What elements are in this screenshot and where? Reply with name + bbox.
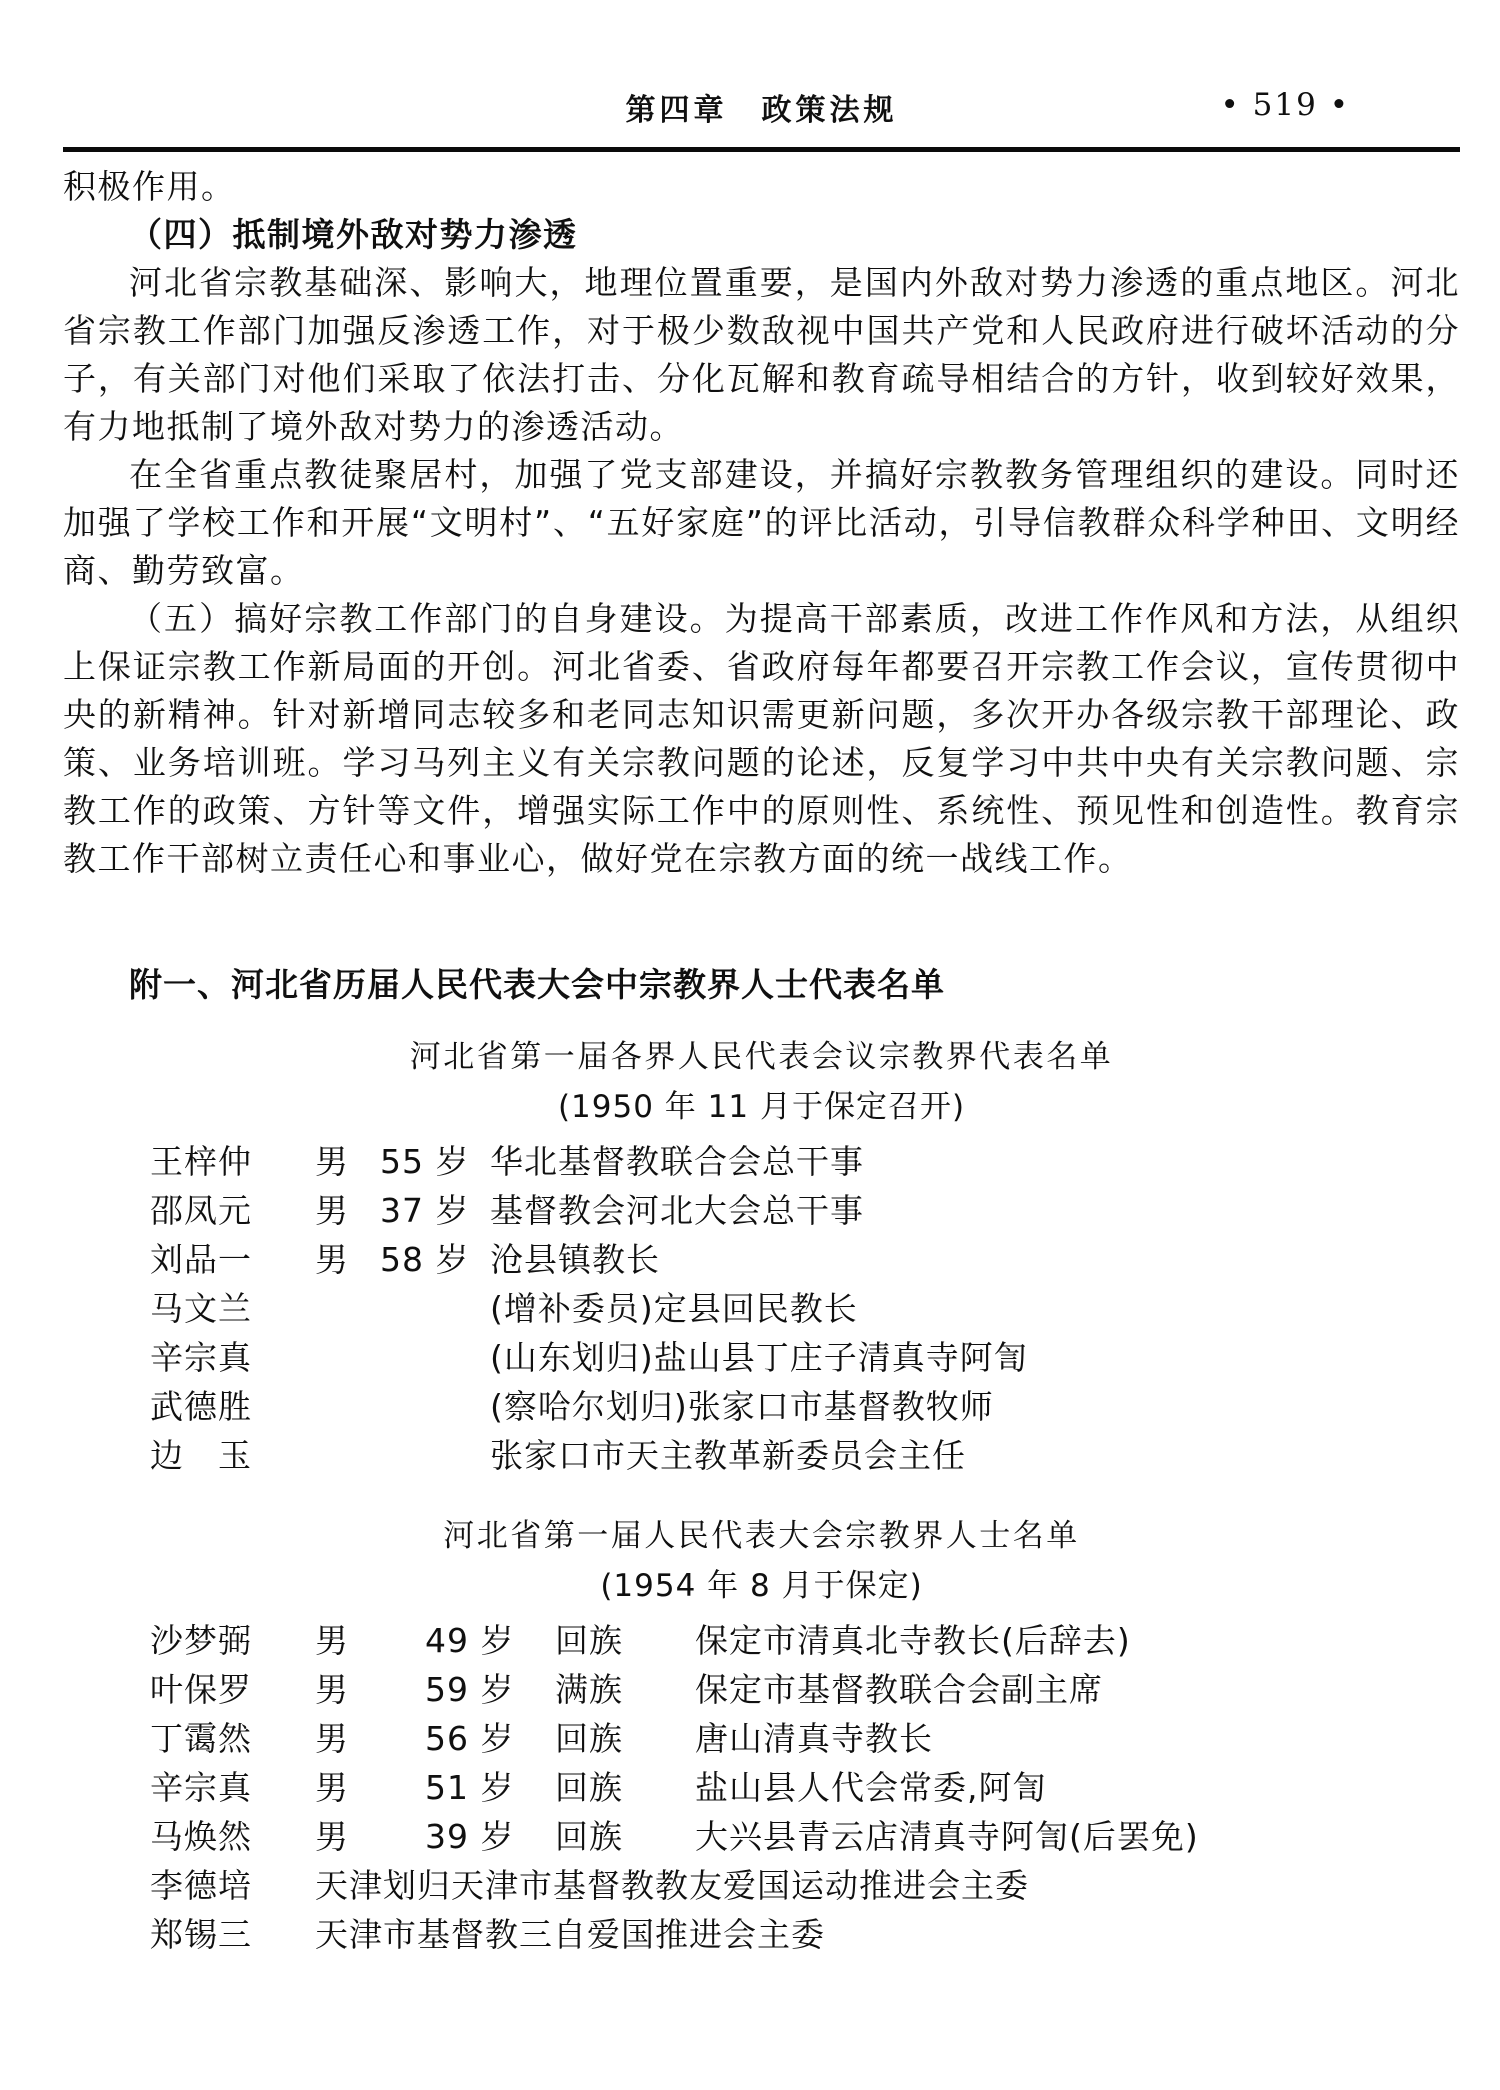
chapter-title: 第四章 政策法规 — [625, 93, 898, 128]
delegate-title-desc: 保定市基督教联合会副主席 — [695, 1670, 1103, 1709]
delegate-gender: 男 — [315, 1817, 349, 1856]
delegate-row — [150, 1859, 1460, 1908]
delegate-age: 51 岁 — [425, 1768, 515, 1807]
attachment-title: 附一、河北省历届人民代表大会中宗教界人士代表名单 — [129, 965, 945, 1004]
delegate-row — [150, 1282, 1460, 1331]
subheading-four: （四）抵制境外敌对势力渗透 — [129, 215, 578, 254]
delegate-name: 沙梦弼 — [150, 1621, 252, 1660]
delegate-gender: 男 — [315, 1621, 349, 1660]
delegate-title-desc: 唐山清真寺教长 — [695, 1719, 933, 1758]
carryover-paragraph: 积极作用。 — [63, 167, 236, 206]
delegate-gender: 男 — [315, 1191, 349, 1230]
delegate-row — [150, 1663, 1460, 1712]
delegate-ethnicity: 回族 — [555, 1817, 623, 1856]
delegate-age: 39 岁 — [425, 1817, 515, 1856]
delegate-name: 辛宗真 — [150, 1338, 252, 1377]
section2-title: 河北省第一届人民代表大会宗教界人士名单 — [443, 1518, 1080, 1554]
delegate-name: 辛宗真 — [150, 1768, 252, 1807]
delegate-title-desc: 天津划归天津市基督教教友爱国运动推进会主委 — [315, 1866, 1029, 1905]
header-rule — [63, 147, 1460, 152]
delegate-name: 马焕然 — [150, 1817, 252, 1856]
delegate-title-desc: 保定市清真北寺教长(后辞去) — [695, 1621, 1131, 1660]
delegate-row — [150, 1331, 1460, 1380]
delegate-title-desc: (增补委员)定县回民教长 — [490, 1289, 858, 1328]
delegate-name: 丁霭然 — [150, 1719, 252, 1758]
delegate-row — [150, 1761, 1460, 1810]
delegate-name: 李德培 — [150, 1866, 252, 1905]
delegate-list-1954 — [150, 1614, 1460, 1957]
delegate-title-desc: 张家口市天主教革新委员会主任 — [490, 1436, 966, 1475]
body-text — [63, 163, 1460, 883]
delegate-age: 56 岁 — [425, 1719, 515, 1758]
delegate-name: 叶保罗 — [150, 1670, 252, 1709]
delegate-name: 边 玉 — [150, 1436, 252, 1475]
delegate-gender: 男 — [315, 1719, 349, 1758]
section1-date: (1950 年 11 月于保定召开) — [557, 1089, 966, 1125]
delegate-ethnicity: 回族 — [555, 1621, 623, 1660]
page-header — [63, 85, 1460, 127]
delegate-gender: 男 — [315, 1670, 349, 1709]
delegate-age: 58 岁 — [380, 1240, 470, 1279]
delegate-title-desc: (山东划归)盐山县丁庄子清真寺阿訇 — [490, 1338, 1028, 1377]
delegate-name: 武德胜 — [150, 1387, 252, 1426]
delegate-name: 刘品一 — [150, 1240, 252, 1279]
delegate-title-desc: 沧县镇教长 — [490, 1240, 660, 1279]
delegate-gender: 男 — [315, 1240, 349, 1279]
delegate-row — [150, 1614, 1460, 1663]
delegate-title-desc: 天津市基督教三自爱国推进会主委 — [315, 1915, 825, 1954]
delegate-title-desc: 盐山县人代会常委,阿訇 — [695, 1768, 1047, 1807]
delegate-row — [150, 1380, 1460, 1429]
page-number: • 519 • — [1220, 87, 1350, 123]
delegate-title-desc: 华北基督教联合会总干事 — [490, 1142, 864, 1181]
delegate-list-1950 — [150, 1135, 1460, 1478]
delegate-age: 55 岁 — [380, 1142, 470, 1181]
delegate-gender: 男 — [315, 1768, 349, 1807]
delegate-row — [150, 1184, 1460, 1233]
section1-title: 河北省第一届各界人民代表会议宗教界代表名单 — [409, 1039, 1114, 1075]
delegate-age: 49 岁 — [425, 1621, 515, 1660]
delegate-title-desc: 大兴县青云店清真寺阿訇(后罢免) — [695, 1817, 1199, 1856]
delegate-ethnicity: 回族 — [555, 1768, 623, 1807]
delegate-row — [150, 1712, 1460, 1761]
section2-date: (1954 年 8 月于保定) — [600, 1568, 923, 1604]
paragraph-villages: 在全省重点教徒聚居村，加强了党支部建设，并搞好宗教教务管理组织的建设。同时还加强了学校工作和开展“文明村”、“五好家庭”的评比活动，引导信教群众科学种田、文明经商、勤劳致富。 — [63, 455, 1460, 590]
delegate-title-desc: (察哈尔划归)张家口市基督教牧师 — [490, 1387, 994, 1426]
delegate-row — [150, 1908, 1460, 1957]
delegate-name: 马文兰 — [150, 1289, 252, 1328]
delegate-name: 郑锡三 — [150, 1915, 252, 1954]
paragraph-infiltration: 河北省宗教基础深、影响大，地理位置重要，是国内外敌对势力渗透的重点地区。河北省宗教工作部门加强反渗透工作，对于极少数敌视中国共产党和人民政府进行破坏活动的分子，有关部门对他们采取了依法打击、分化瓦解和教育疏导相结合的方针，收到较好效果，有力地抵制了境外敌对势力的渗透活动。 — [63, 263, 1460, 446]
delegate-name: 邵凤元 — [150, 1191, 252, 1230]
delegate-title-desc: 基督教会河北大会总干事 — [490, 1191, 864, 1230]
delegate-row — [150, 1233, 1460, 1282]
paragraph-five-self-building: （五）搞好宗教工作部门的自身建设。为提高干部素质，改进工作作风和方法，从组织上保证宗教工作新局面的开创。河北省委、省政府每年都要召开宗教工作会议，宣传贯彻中央的新精神。针对新增同志较多和老同志知识需更新问题，多次开办各级宗教干部理论、政策、业务培训班。学习马列主义有关宗教问题的论述，反复学习中共中央有关宗教问题、宗教工作的政策、方针等文件，增强实际工作中的原则性、系统性、预见性和创造性。教育宗教工作干部树立责任心和事业心，做好党在宗教方面的统一战线工作。 — [63, 599, 1460, 878]
delegate-age: 37 岁 — [380, 1191, 470, 1230]
delegate-row — [150, 1429, 1460, 1478]
delegate-age: 59 岁 — [425, 1670, 515, 1709]
delegate-row — [150, 1810, 1460, 1859]
delegate-gender: 男 — [315, 1142, 349, 1181]
delegate-row — [150, 1135, 1460, 1184]
delegate-ethnicity: 回族 — [555, 1719, 623, 1758]
delegate-name: 王梓仲 — [150, 1142, 252, 1181]
delegate-ethnicity: 满族 — [555, 1670, 623, 1709]
